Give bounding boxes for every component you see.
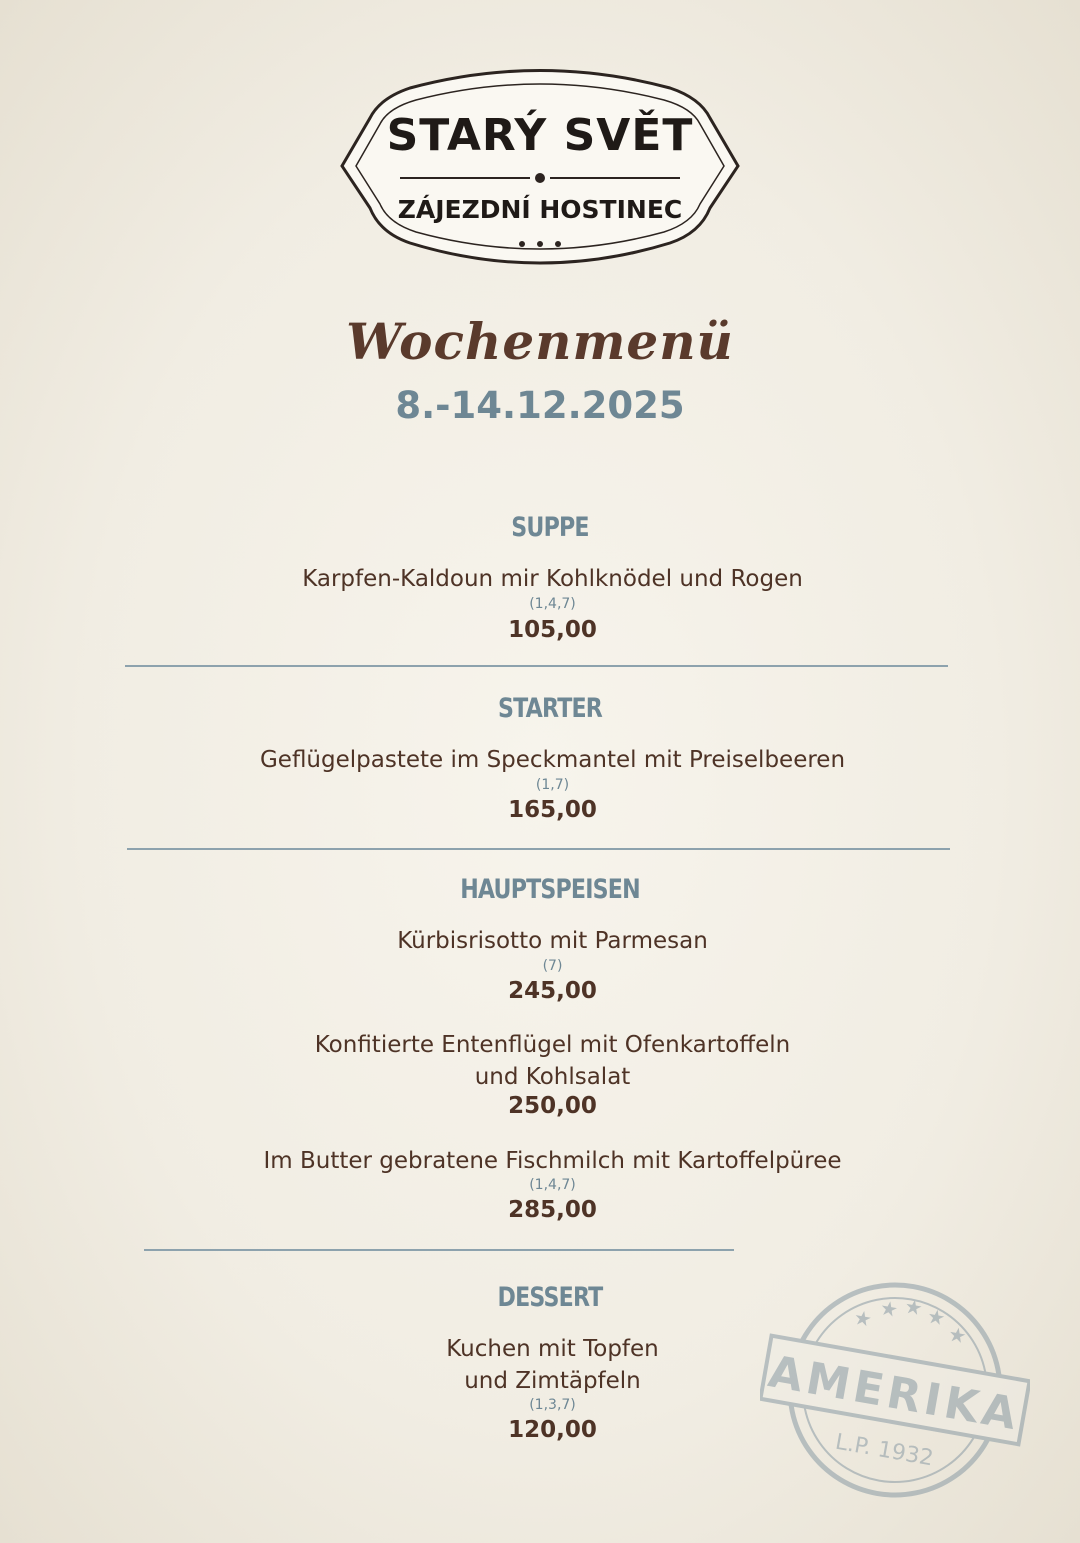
- dish-name-line1: Konfitierte Entenflügel mit Ofenkartoffeln: [314, 1032, 791, 1058]
- svg-text:★: ★: [852, 1304, 874, 1332]
- dish-name: Im Butter gebratene Fischmilch mit Kartoffelpüree: [263, 1148, 842, 1174]
- dish-allergens: (1,7): [535, 777, 570, 793]
- svg-text:★: ★: [925, 1303, 948, 1331]
- svg-text:★: ★: [902, 1293, 925, 1321]
- dish-name-line2: und Kohlsalat: [474, 1064, 631, 1090]
- dish-name: Geflügelpastete im Speckmantel mit Preiselbeeren: [259, 747, 846, 773]
- dish-price: 245,00: [508, 978, 597, 1004]
- dish-name-line1: Kuchen mit Topfen: [446, 1336, 659, 1362]
- svg-text:★: ★: [878, 1295, 900, 1323]
- dish-name: Karpfen-Kaldoun mir Kohlknödel und Rogen: [302, 566, 803, 592]
- section-heading-starter: STARTER: [497, 693, 603, 724]
- restaurant-logo: [340, 58, 740, 274]
- stamp-subtext: L.P. 1932: [833, 1429, 936, 1472]
- dish-price: 105,00: [508, 617, 597, 643]
- stars-icon: [852, 1285, 972, 1348]
- section-divider: [125, 665, 948, 667]
- dish-allergens: (1,4,7): [529, 1177, 576, 1193]
- dish-price: 285,00: [508, 1197, 597, 1223]
- amerika-stamp: [760, 1270, 1030, 1510]
- menu-date: 8.-14.12.2025: [395, 384, 685, 427]
- section-heading-soup: SUPPE: [511, 512, 589, 543]
- dish-name-line2: und Zimtäpfeln: [464, 1368, 641, 1394]
- logo-name: STARÝ SVĚT: [386, 110, 694, 161]
- section-heading-mains: HAUPTSPEISEN: [460, 874, 640, 905]
- dish-name: Kürbisrisotto mit Parmesan: [397, 928, 708, 954]
- stamp-text: AMERIKA: [764, 1346, 1025, 1441]
- section-heading-dessert: DESSERT: [497, 1282, 603, 1313]
- dish-allergens: (1,3,7): [529, 1397, 576, 1413]
- section-divider: [144, 1249, 734, 1251]
- dish-price: 165,00: [508, 797, 597, 823]
- svg-text:★: ★: [946, 1321, 969, 1349]
- dish-allergens: (7): [542, 958, 563, 974]
- section-divider: [127, 848, 950, 850]
- dish-allergens: (1,4,7): [529, 596, 576, 612]
- logo-subtitle: ZÁJEZDNÍ HOSTINEC: [397, 195, 683, 224]
- menu-title: Wochenmenü: [346, 312, 734, 371]
- dish-price: 120,00: [508, 1417, 597, 1443]
- dish-price: 250,00: [508, 1093, 597, 1119]
